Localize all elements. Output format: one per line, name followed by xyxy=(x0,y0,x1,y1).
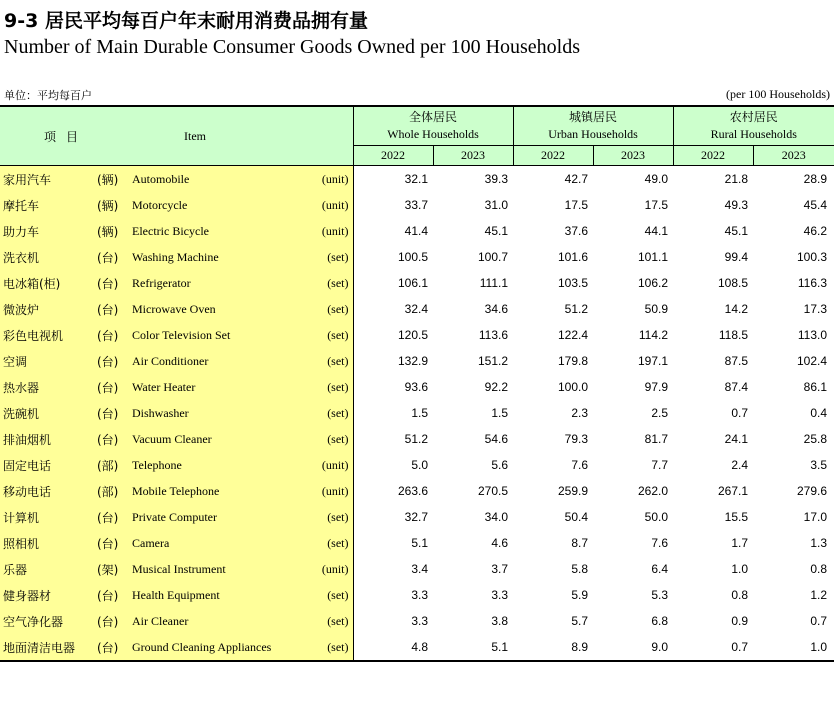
value-urban-2022: 8.7 xyxy=(571,536,589,550)
item-measure-word: (台) xyxy=(95,582,132,608)
value-rural-2022: 0.7 xyxy=(731,640,749,654)
header-year: 2023 xyxy=(593,146,673,166)
header-year: 2022 xyxy=(673,146,753,166)
value-urban-2023: 6.8 xyxy=(651,614,669,628)
item-unit: (set) xyxy=(316,296,353,322)
value-urban-2023: 50.9 xyxy=(644,302,669,316)
item-unit: (set) xyxy=(316,348,353,374)
value-rural-2022: 21.8 xyxy=(724,172,749,186)
value-whole-2022: 263.6 xyxy=(353,478,433,504)
table-bottom-rule xyxy=(0,661,834,662)
value-rural-2022: 1.7 xyxy=(731,536,749,550)
value-whole-2023: 111.1 xyxy=(479,276,509,290)
item-unit: (set) xyxy=(316,374,353,400)
value-urban-2023: 81.7 xyxy=(644,432,669,446)
value-whole-2023: 34.6 xyxy=(484,302,509,316)
value-urban-2022: 7.6 xyxy=(571,458,589,472)
item-unit: (unit) xyxy=(316,218,353,244)
item-name-english: Camera xyxy=(132,530,316,556)
table-row xyxy=(0,322,834,348)
value-urban-2022: 17.5 xyxy=(564,198,589,212)
value-urban-2022: 50.4 xyxy=(564,510,589,524)
value-urban-2022: 5.8 xyxy=(571,562,589,576)
group-label-cn: 农村居民 xyxy=(729,110,778,124)
value-urban-2023: 7.7 xyxy=(651,458,669,472)
item-name-english: Telephone xyxy=(132,452,316,478)
value-rural-2023: 100.3 xyxy=(797,250,828,264)
table-row xyxy=(0,582,834,608)
value-whole-2022: 5.0 xyxy=(353,452,433,478)
item-name-chinese: 计算机 xyxy=(0,504,95,530)
value-whole-2023: 5.6 xyxy=(491,458,509,472)
header-group-rural xyxy=(673,106,834,146)
item-unit: (set) xyxy=(316,244,353,270)
item-unit: (unit) xyxy=(316,192,353,218)
table-row xyxy=(0,296,834,322)
item-name-chinese: 电冰箱(柜) xyxy=(0,270,95,296)
value-urban-2022: 8.9 xyxy=(571,640,589,654)
value-whole-2023: 3.8 xyxy=(491,614,509,628)
value-whole-2022: 32.7 xyxy=(353,504,433,530)
value-urban-2022: 103.5 xyxy=(557,276,589,290)
group-label-en: Rural Households xyxy=(710,127,797,141)
header-group-urban xyxy=(513,106,673,146)
item-unit: (set) xyxy=(316,270,353,296)
item-name-chinese: 洗碗机 xyxy=(0,400,95,426)
value-urban-2023: 7.6 xyxy=(651,536,669,550)
item-unit: (unit) xyxy=(316,478,353,504)
value-urban-2022: 5.9 xyxy=(571,588,589,602)
value-urban-2023: 197.1 xyxy=(637,354,669,368)
value-rural-2023: 1.3 xyxy=(810,536,828,550)
item-name-chinese: 地面清洁电器 xyxy=(0,634,95,661)
value-urban-2023: 49.0 xyxy=(644,172,669,186)
header-year: 2023 xyxy=(433,146,513,166)
value-rural-2023: 45.4 xyxy=(803,198,828,212)
unit-note-english: (per 100 Households) xyxy=(726,87,830,101)
item-measure-word: (台) xyxy=(95,348,132,374)
value-rural-2023: 3.5 xyxy=(810,458,828,472)
item-measure-word: (部) xyxy=(95,452,132,478)
table-row xyxy=(0,166,834,193)
item-name-english: Microwave Oven xyxy=(132,296,316,322)
item-unit: (set) xyxy=(316,504,353,530)
value-whole-2022: 132.9 xyxy=(353,348,433,374)
value-whole-2023: 31.0 xyxy=(484,198,509,212)
value-rural-2023: 86.1 xyxy=(803,380,828,394)
value-whole-2023: 1.5 xyxy=(491,406,509,420)
value-urban-2022: 79.3 xyxy=(564,432,589,446)
value-urban-2023: 114.2 xyxy=(638,328,669,342)
header-item-chinese: 项目 xyxy=(0,106,132,166)
item-unit: (set) xyxy=(316,582,353,608)
item-name-chinese: 洗衣机 xyxy=(0,244,95,270)
value-rural-2023: 46.2 xyxy=(803,224,828,238)
value-whole-2023: 45.1 xyxy=(484,224,509,238)
item-name-english: Private Computer xyxy=(132,504,316,530)
group-label-cn: 全体居民 xyxy=(409,110,458,124)
item-unit: (set) xyxy=(316,322,353,348)
item-name-chinese: 空气净化器 xyxy=(0,608,95,634)
item-measure-word: (台) xyxy=(95,504,132,530)
value-urban-2023: 17.5 xyxy=(644,198,669,212)
item-name-english: Ground Cleaning Appliances xyxy=(132,634,316,661)
value-whole-2023: 34.0 xyxy=(484,510,509,524)
value-rural-2022: 267.1 xyxy=(717,484,749,498)
value-whole-2022: 106.1 xyxy=(353,270,433,296)
value-whole-2022: 93.6 xyxy=(353,374,433,400)
item-name-english: Automobile xyxy=(132,166,316,193)
value-urban-2022: 37.6 xyxy=(564,224,589,238)
item-name-chinese: 微波炉 xyxy=(0,296,95,322)
unit-note-chinese: 单位：平均每百户 xyxy=(4,89,92,102)
value-whole-2023: 3.3 xyxy=(491,588,509,602)
value-urban-2022: 122.4 xyxy=(557,328,589,342)
value-urban-2023: 5.3 xyxy=(651,588,669,602)
value-urban-2022: 101.6 xyxy=(557,250,589,264)
item-unit: (set) xyxy=(316,400,353,426)
value-whole-2022: 33.7 xyxy=(353,192,433,218)
value-urban-2022: 2.3 xyxy=(571,406,589,420)
item-name-english: Air Conditioner xyxy=(132,348,316,374)
item-name-chinese: 固定电话 xyxy=(0,452,95,478)
value-whole-2022: 3.4 xyxy=(353,556,433,582)
item-measure-word: (台) xyxy=(95,244,132,270)
value-rural-2023: 17.3 xyxy=(803,302,828,316)
value-whole-2023: 100.7 xyxy=(477,250,509,264)
item-unit: (set) xyxy=(316,608,353,634)
value-rural-2022: 0.9 xyxy=(731,614,749,628)
item-name-chinese: 家用汽车 xyxy=(0,166,95,193)
item-measure-word: (台) xyxy=(95,400,132,426)
table-title-chinese: 9-3 居民平均每百户年末耐用消费品拥有量 xyxy=(4,10,368,32)
table-row xyxy=(0,218,834,244)
value-whole-2022: 32.4 xyxy=(353,296,433,322)
item-unit: (unit) xyxy=(316,556,353,582)
value-rural-2022: 14.2 xyxy=(724,302,749,316)
value-urban-2023: 50.0 xyxy=(644,510,669,524)
item-name-english: Vacuum Cleaner xyxy=(132,426,316,452)
value-rural-2022: 108.5 xyxy=(717,276,749,290)
item-measure-word: (台) xyxy=(95,608,132,634)
item-name-chinese: 摩托车 xyxy=(0,192,95,218)
item-name-chinese: 照相机 xyxy=(0,530,95,556)
value-rural-2023: 0.4 xyxy=(810,406,828,420)
value-urban-2023: 44.1 xyxy=(644,224,669,238)
value-rural-2022: 87.5 xyxy=(724,354,749,368)
table-header xyxy=(0,106,834,166)
item-measure-word: (台) xyxy=(95,530,132,556)
item-name-english: Motorcycle xyxy=(132,192,316,218)
group-label-cn: 城镇居民 xyxy=(569,110,618,124)
table-title-english: Number of Main Durable Consumer Goods Owned per 100 Households xyxy=(4,36,581,58)
value-rural-2023: 1.2 xyxy=(810,588,828,602)
value-urban-2023: 101.1 xyxy=(637,250,669,264)
item-measure-word: (台) xyxy=(95,270,132,296)
header-item-english: Item xyxy=(132,106,353,166)
table-row xyxy=(0,270,834,296)
value-urban-2023: 6.4 xyxy=(651,562,669,576)
item-measure-word: (辆) xyxy=(95,166,132,193)
item-unit: (unit) xyxy=(316,452,353,478)
value-rural-2022: 0.7 xyxy=(731,406,749,420)
item-name-chinese: 助力车 xyxy=(0,218,95,244)
table-row xyxy=(0,400,834,426)
item-name-english: Refrigerator xyxy=(132,270,316,296)
value-whole-2022: 3.3 xyxy=(353,608,433,634)
table-row xyxy=(0,192,834,218)
durable-goods-table xyxy=(0,105,834,662)
value-whole-2022: 32.1 xyxy=(353,166,433,193)
item-name-english: Mobile Telephone xyxy=(132,478,316,504)
item-name-chinese: 彩色电视机 xyxy=(0,322,95,348)
value-whole-2022: 100.5 xyxy=(353,244,433,270)
table-row xyxy=(0,348,834,374)
value-urban-2022: 259.9 xyxy=(557,484,589,498)
value-rural-2023: 0.7 xyxy=(810,614,828,628)
value-whole-2022: 120.5 xyxy=(353,322,433,348)
item-name-english: Washing Machine xyxy=(132,244,316,270)
item-measure-word: (部) xyxy=(95,478,132,504)
value-rural-2022: 99.4 xyxy=(724,250,749,264)
value-rural-2022: 87.4 xyxy=(724,380,749,394)
item-measure-word: (台) xyxy=(95,296,132,322)
value-rural-2022: 1.0 xyxy=(731,562,749,576)
value-rural-2023: 17.0 xyxy=(803,510,828,524)
item-name-english: Health Equipment xyxy=(132,582,316,608)
value-whole-2023: 151.2 xyxy=(477,354,509,368)
item-measure-word: (台) xyxy=(95,322,132,348)
value-rural-2022: 24.1 xyxy=(724,432,749,446)
value-whole-2023: 4.6 xyxy=(491,536,509,550)
item-measure-word: (辆) xyxy=(95,218,132,244)
value-urban-2023: 106.2 xyxy=(637,276,669,290)
value-rural-2023: 116.3 xyxy=(797,276,828,290)
item-name-english: Color Television Set xyxy=(132,322,316,348)
header-year: 2022 xyxy=(513,146,593,166)
item-measure-word: (台) xyxy=(95,634,132,661)
value-whole-2023: 39.3 xyxy=(484,172,509,186)
value-whole-2022: 41.4 xyxy=(353,218,433,244)
table-row xyxy=(0,374,834,400)
value-urban-2022: 179.8 xyxy=(557,354,589,368)
header-group-whole xyxy=(353,106,513,146)
table-row xyxy=(0,426,834,452)
table-row xyxy=(0,478,834,504)
value-whole-2023: 92.2 xyxy=(484,380,509,394)
value-urban-2022: 42.7 xyxy=(564,172,589,186)
item-measure-word: (台) xyxy=(95,374,132,400)
item-measure-word: (架) xyxy=(95,556,132,582)
table-row xyxy=(0,530,834,556)
value-whole-2022: 3.3 xyxy=(353,582,433,608)
item-unit: (set) xyxy=(316,634,353,661)
item-unit: (set) xyxy=(316,426,353,452)
item-name-english: Electric Bicycle xyxy=(132,218,316,244)
item-unit: (unit) xyxy=(316,166,353,193)
item-name-chinese: 排油烟机 xyxy=(0,426,95,452)
value-whole-2023: 3.7 xyxy=(491,562,509,576)
value-urban-2023: 2.5 xyxy=(651,406,669,420)
value-whole-2022: 51.2 xyxy=(353,426,433,452)
item-measure-word: (辆) xyxy=(95,192,132,218)
value-rural-2022: 2.4 xyxy=(731,458,749,472)
item-name-english: Musical Instrument xyxy=(132,556,316,582)
value-rural-2023: 0.8 xyxy=(810,562,828,576)
value-rural-2023: 102.4 xyxy=(797,354,828,368)
value-whole-2022: 1.5 xyxy=(353,400,433,426)
value-urban-2023: 262.0 xyxy=(637,484,669,498)
value-rural-2022: 118.5 xyxy=(718,328,749,342)
value-whole-2023: 54.6 xyxy=(484,432,509,446)
table-body xyxy=(0,166,834,663)
item-unit: (set) xyxy=(316,530,353,556)
header-year: 2022 xyxy=(353,146,433,166)
value-urban-2023: 9.0 xyxy=(651,640,669,654)
table-row xyxy=(0,504,834,530)
value-rural-2022: 49.3 xyxy=(724,198,749,212)
value-rural-2022: 15.5 xyxy=(724,510,749,524)
value-whole-2023: 113.6 xyxy=(478,328,509,342)
group-label-en: Whole Households xyxy=(387,127,479,141)
value-whole-2022: 4.8 xyxy=(353,634,433,661)
item-name-chinese: 空调 xyxy=(0,348,95,374)
table-row xyxy=(0,556,834,582)
value-rural-2022: 45.1 xyxy=(724,224,749,238)
item-measure-word: (台) xyxy=(95,426,132,452)
value-urban-2022: 100.0 xyxy=(557,380,589,394)
value-urban-2022: 5.7 xyxy=(571,614,589,628)
value-rural-2022: 0.8 xyxy=(731,588,749,602)
value-whole-2023: 5.1 xyxy=(491,640,509,654)
value-urban-2022: 51.2 xyxy=(564,302,589,316)
value-whole-2023: 270.5 xyxy=(477,484,509,498)
table-row xyxy=(0,634,834,661)
item-name-english: Dishwasher xyxy=(132,400,316,426)
item-name-chinese: 乐器 xyxy=(0,556,95,582)
item-name-chinese: 健身器材 xyxy=(0,582,95,608)
item-name-chinese: 移动电话 xyxy=(0,478,95,504)
value-rural-2023: 113.0 xyxy=(797,328,828,342)
table-row xyxy=(0,608,834,634)
table-row xyxy=(0,244,834,270)
item-name-english: Water Heater xyxy=(132,374,316,400)
group-label-en: Urban Households xyxy=(548,127,638,141)
value-urban-2023: 97.9 xyxy=(644,380,669,394)
header-year: 2023 xyxy=(753,146,834,166)
value-whole-2022: 5.1 xyxy=(353,530,433,556)
table-row xyxy=(0,452,834,478)
bottom-rule-line xyxy=(0,661,834,662)
value-rural-2023: 279.6 xyxy=(797,484,828,498)
value-rural-2023: 28.9 xyxy=(803,172,828,186)
item-name-chinese: 热水器 xyxy=(0,374,95,400)
value-rural-2023: 1.0 xyxy=(810,640,828,654)
value-rural-2023: 25.8 xyxy=(803,432,828,446)
item-name-english: Air Cleaner xyxy=(132,608,316,634)
